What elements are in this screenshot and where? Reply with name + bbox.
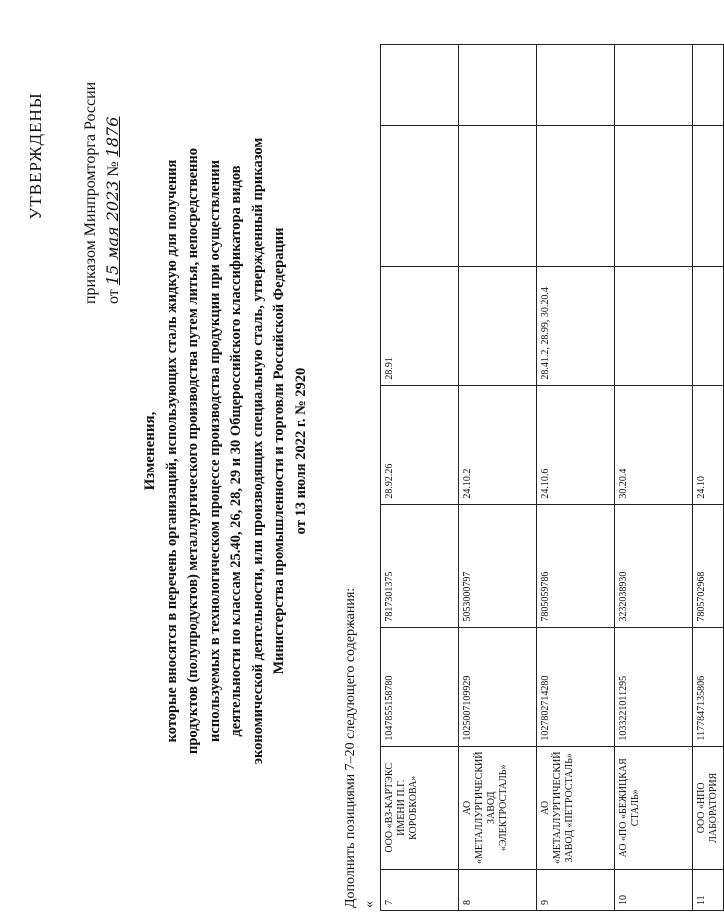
cell-extra	[537, 125, 615, 266]
table-row	[381, 44, 459, 910]
cell-okved-main: 30.20.4	[615, 385, 693, 504]
table-row	[693, 44, 724, 910]
cell-ogrn: 1027802714280	[537, 627, 615, 746]
cell-inn: 7805059786	[537, 504, 615, 627]
approval-title: УТВЕРЖДЕНЫ	[26, 92, 45, 220]
instruction-text: Дополнить позициями 7–20 следующего содержания:	[343, 587, 358, 908]
cell-extra	[381, 125, 459, 266]
cell-okved-main: 24.10.6	[537, 385, 615, 504]
heading-title: Изменения,	[142, 411, 158, 491]
cell-ogrn: 1047855158780	[381, 627, 459, 746]
approval-block	[80, 4, 125, 304]
organizations-table	[380, 44, 724, 911]
table-row	[459, 44, 537, 910]
cell-extra	[459, 125, 537, 266]
cell-name: АО «МЕТАЛЛУРГИЧЕСКИЙ ЗАВОД «ПЕТРОСТАЛЬ»	[537, 746, 615, 869]
cell-ogrn: 1033221011295	[615, 627, 693, 746]
cell-inn: 7805702968	[693, 504, 724, 627]
document-heading	[140, 136, 312, 766]
cell-okved-main: 28.92.26	[381, 385, 459, 504]
cell-okved-add: 28.91	[381, 266, 459, 385]
cell-name: АО «МЕТАЛЛУРГИЧЕСКИЙ ЗАВОД «ЭЛЕКТРОСТАЛЬ»	[459, 746, 537, 869]
cell-name: ООО «НПО ЛАБОРАТОРИЯ	[693, 746, 724, 869]
cell-last	[381, 44, 459, 125]
approval-order-line: приказом Минпромторга России	[82, 81, 99, 304]
cell-num: 8	[459, 870, 537, 911]
cell-inn: 3232038930	[615, 504, 693, 627]
cell-name: АО «ПО «БЕЖИЦКАЯ СТАЛЬ»	[615, 746, 693, 869]
cell-okved-add	[459, 266, 537, 385]
cell-inn: 5053000797	[459, 504, 537, 627]
table-row	[615, 44, 693, 910]
cell-extra	[615, 125, 693, 266]
heading-date-line: от 13 июля 2022 г. № 2920	[292, 367, 309, 535]
approval-date-prefix: от	[105, 289, 122, 304]
heading-body: которые вносятся в перечень организаций, использующих сталь жидкую для получения продуктов (полупродуктов) металлургического производства путем литья, непосредственно используемых в технологическом процессе производства продукции при осуществлении деятельности по классам 25.40, 26, 28, 29 и 30 Общероссийского классификатора видов экономической деятельности, или производящих специальную сталь, утвержденный приказом Министерства промышленности и торговли Российской Федерации	[163, 137, 287, 765]
cell-name: ООО «ВЗ-КАРТЭКС ИМЕНИ П.Г. КОРОБКОВА»	[381, 746, 459, 869]
cell-okved-add	[693, 266, 724, 385]
table-row	[537, 44, 615, 910]
approval-number-handwritten: 1876	[103, 116, 122, 158]
cell-last	[459, 44, 537, 125]
cell-okved-main: 24.10	[693, 385, 724, 504]
cell-last	[537, 44, 615, 125]
cell-ogrn: 1025007109929	[459, 627, 537, 746]
cell-inn: 7817301375	[381, 504, 459, 627]
cell-extra	[693, 125, 724, 266]
approval-number-prefix: №	[105, 161, 122, 177]
cell-num: 9	[537, 870, 615, 911]
cell-num: 10	[615, 870, 693, 911]
cell-last	[693, 44, 724, 125]
cell-okved-add	[615, 266, 693, 385]
cell-last	[615, 44, 693, 125]
cell-ogrn: 1177847135806	[693, 627, 724, 746]
cell-num: 11	[693, 870, 724, 911]
cell-okved-main: 24.10.2	[459, 385, 537, 504]
approval-date-line	[102, 4, 125, 304]
opening-quote: «	[362, 901, 377, 908]
cell-num: 7	[381, 870, 459, 911]
approval-date-handwritten: 15 мая 2023	[103, 180, 122, 286]
cell-okved-add: 28.41.2, 28.99, 30.20.4	[537, 266, 615, 385]
